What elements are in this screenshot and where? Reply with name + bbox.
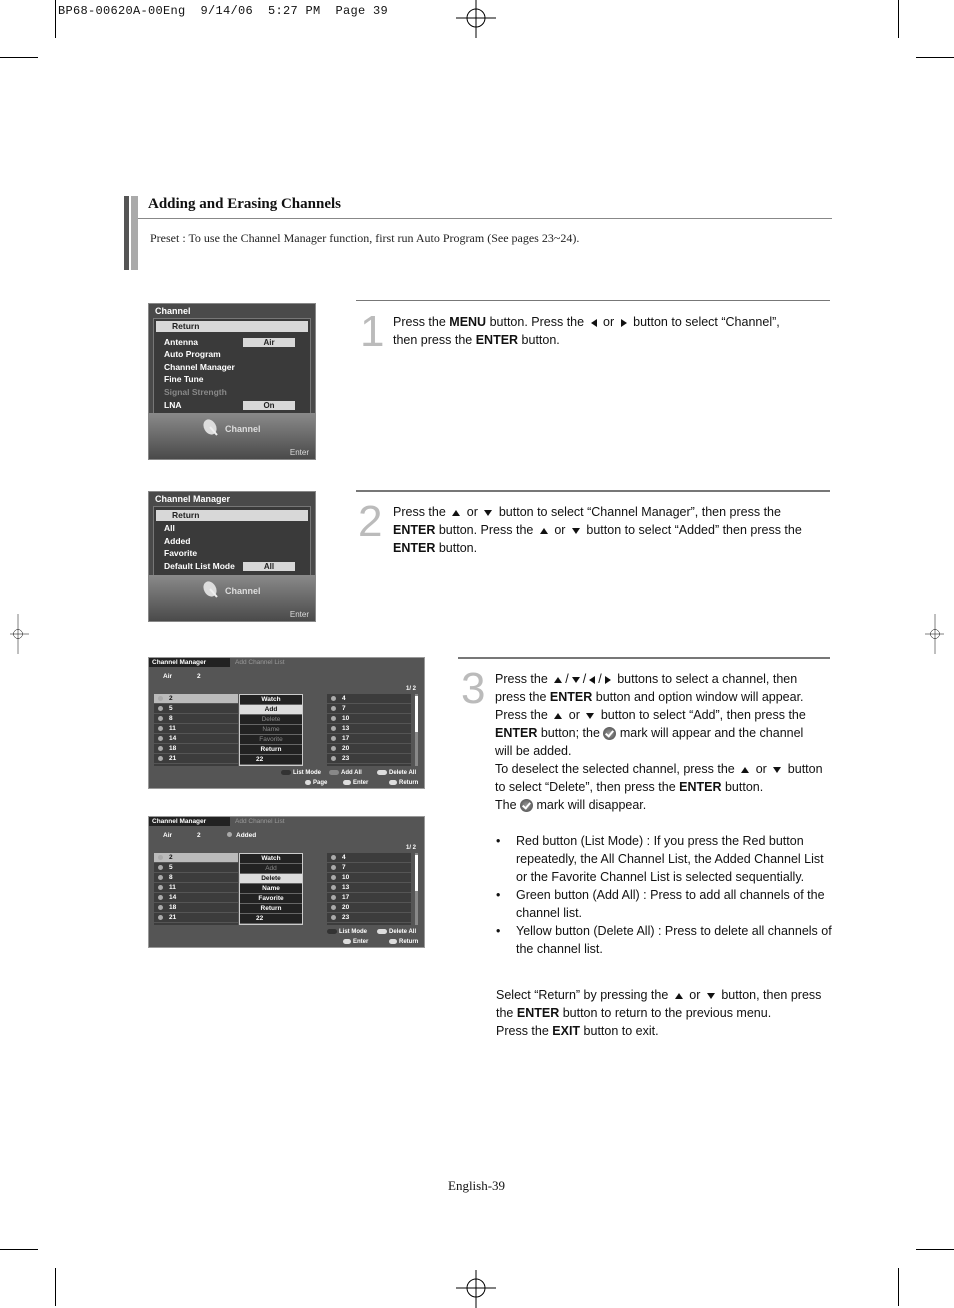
page-indicator: 1/ 2 [405, 845, 416, 851]
menu-item-lna[interactable]: LNA [164, 400, 182, 410]
menu-header: Channel Manager [155, 494, 231, 504]
channel-cell[interactable]: 20 [327, 903, 411, 913]
channel-manager-menu-screen [148, 491, 316, 622]
page-number: English-39 [448, 1178, 506, 1193]
option-favorite[interactable]: Favorite [240, 894, 302, 904]
down-arrow-icon [707, 993, 715, 999]
registration-mark-icon [0, 614, 40, 654]
option-watch[interactable]: Watch [240, 854, 302, 864]
channel-cell[interactable]: 10 [327, 714, 411, 724]
antenna-label: Air [163, 673, 173, 680]
channel-column-right [327, 694, 411, 766]
channel-cell[interactable]: 5 [154, 704, 238, 714]
add-channel-list-screen-delete [148, 816, 425, 948]
option-add[interactable]: Add [240, 705, 302, 715]
up-arrow-icon [741, 767, 749, 773]
step-number: 3 [461, 664, 486, 713]
menu-panel [153, 506, 311, 576]
channel-cell[interactable]: 18 [154, 744, 238, 754]
registration-mark-icon [456, 0, 496, 40]
channel-cell[interactable]: 13 [327, 724, 411, 734]
down-arrow-icon [773, 767, 781, 773]
current-channel: 2 [197, 832, 201, 839]
crop-mark [898, 0, 899, 38]
channel-cell[interactable]: 11 [154, 883, 238, 893]
enter-hint: Enter [289, 448, 309, 457]
default-list-mode-value: All [243, 562, 295, 571]
up-arrow-icon [540, 528, 548, 534]
channel-cell[interactable]: 21 [154, 754, 238, 764]
step-1-text: Press the MENU button. Press the or button to select “Channel”, then press the ENTER button. [393, 315, 780, 347]
page-indicator: 1/ 2 [405, 686, 416, 692]
satellite-dish-icon [201, 579, 221, 599]
crop-mark [55, 1268, 56, 1306]
crop-mark [916, 1249, 954, 1250]
menu-header: Channel [155, 306, 191, 316]
left-arrow-icon [589, 676, 595, 684]
step-rule [458, 657, 830, 659]
menu-item-auto-program[interactable]: Auto Program [164, 349, 221, 359]
return-button[interactable]: Return [389, 939, 418, 945]
step-rule [356, 300, 830, 301]
option-name[interactable]: Name [240, 725, 302, 735]
antenna-value: Air [243, 338, 295, 347]
channel-cell[interactable]: 11 [154, 724, 238, 734]
menu-item-return[interactable]: Return [156, 510, 308, 521]
registration-mark-icon [914, 614, 954, 654]
menu-item-fine-tune[interactable]: Fine Tune [164, 374, 204, 384]
print-header: BP68-00620A-00Eng 9/14/06 5:27 PM Page 39 [58, 4, 389, 18]
list-mode-button[interactable]: List Mode [281, 770, 321, 776]
option-watch[interactable]: Watch [240, 695, 302, 705]
channel-cell[interactable]: 7 [327, 863, 411, 873]
channel-cell[interactable]: 23 [327, 913, 411, 923]
add-channel-list-screen-add [148, 657, 425, 789]
channel-cell[interactable]: 22 [240, 755, 302, 765]
channel-column-right [327, 853, 411, 925]
channel-column-left [154, 853, 238, 925]
menu-item-antenna[interactable]: Antenna [164, 337, 198, 347]
enter-button[interactable]: Enter [343, 780, 368, 786]
up-arrow-icon [554, 713, 562, 719]
channel-cell[interactable]: 8 [154, 714, 238, 724]
option-name[interactable]: Name [240, 884, 302, 894]
channel-cell[interactable]: 18 [154, 903, 238, 913]
channel-cell[interactable]: 17 [327, 893, 411, 903]
section-rule [138, 218, 832, 219]
crop-mark [55, 0, 56, 38]
menu-item-return[interactable]: Return [156, 321, 308, 332]
channel-cell[interactable]: 2 [154, 853, 238, 863]
right-arrow-icon [621, 319, 627, 327]
channel-cell[interactable]: 20 [327, 744, 411, 754]
antenna-label: Air [163, 832, 173, 839]
list-item: • Yellow button (Delete All) : Press to delete all channels of the channel list. [496, 924, 832, 956]
channel-cell[interactable]: 21 [154, 913, 238, 923]
footer-channel-label: Channel [225, 424, 261, 434]
option-add[interactable]: Add [240, 864, 302, 874]
channel-cell[interactable]: 4 [327, 694, 411, 704]
menu-footer [149, 413, 315, 459]
tab-add-channel-list: Add Channel List [235, 659, 285, 666]
footer-channel-label: Channel [225, 586, 261, 596]
up-arrow-icon [675, 993, 683, 999]
right-arrow-icon [605, 676, 611, 684]
option-popup [239, 853, 303, 925]
current-channel: 2 [197, 673, 201, 680]
menu-footer [149, 575, 315, 621]
menu-item-channel-manager[interactable]: Channel Manager [164, 362, 235, 372]
button-bullet-list [496, 832, 836, 958]
lna-value: On [243, 401, 295, 410]
menu-item-signal-strength: Signal Strength [164, 387, 227, 397]
delete-all-button[interactable]: Delete All [377, 770, 416, 776]
channel-cell[interactable]: 13 [327, 883, 411, 893]
option-favorite[interactable]: Favorite [240, 735, 302, 745]
menu-panel [153, 318, 311, 416]
return-button[interactable]: Return [389, 780, 418, 786]
add-all-button[interactable]: Add All [329, 770, 362, 776]
list-item: • Red button (List Mode) : If you press the Red button repeatedly, the All Channel List, the Added Channel List or the Favorite Channel List is selected sequentially. [496, 834, 824, 884]
scrollbar[interactable] [415, 853, 418, 925]
down-arrow-icon [572, 528, 580, 534]
menu-item-added[interactable]: Added [164, 536, 191, 546]
option-return[interactable]: Return [240, 904, 302, 914]
menu-item-default-list-mode[interactable]: Default List Mode [164, 561, 235, 571]
step-number: 2 [358, 497, 383, 546]
section-bar [131, 196, 138, 270]
channel-menu-screen [148, 303, 316, 460]
channel-cell[interactable]: 8 [154, 873, 238, 883]
channel-cell[interactable]: 5 [154, 863, 238, 873]
down-arrow-icon [484, 510, 492, 516]
scrollbar[interactable] [415, 694, 418, 766]
down-arrow-icon [572, 677, 580, 683]
enter-button[interactable]: Enter [343, 939, 368, 945]
channel-cell[interactable]: 10 [327, 873, 411, 883]
crop-mark [0, 1249, 38, 1250]
section-title: Adding and Erasing Channels [148, 196, 341, 212]
section-bar [124, 196, 129, 270]
up-arrow-icon [452, 510, 460, 516]
crop-mark [0, 57, 38, 58]
left-arrow-icon [591, 319, 597, 327]
check-mark-icon [520, 799, 533, 812]
menu-item-all[interactable]: All [164, 523, 175, 533]
delete-all-button[interactable]: Delete All [377, 929, 416, 935]
option-delete[interactable]: Delete [240, 874, 302, 884]
added-label: Added [227, 832, 256, 839]
channel-cell[interactable]: 14 [154, 893, 238, 903]
channel-cell[interactable]: 23 [327, 754, 411, 764]
option-delete[interactable]: Delete [240, 715, 302, 725]
check-mark-icon [603, 727, 616, 740]
step-3-text: Press the / / / buttons to select a channel, then press the ENTER button and option window will appear. Press the or button to select “Add”, then press the ENTER button; the mark will appear and the channel will be added. To deselect the selected channel, press the or button to select “Delete”, then press the ENTER button. The mark will disappear. [495, 672, 823, 812]
tab-channel-manager: Channel Manager [149, 658, 230, 667]
channel-cell[interactable]: 7 [327, 704, 411, 714]
crop-mark [898, 1268, 899, 1306]
page-button[interactable]: Page [305, 780, 327, 786]
channel-cell[interactable]: 17 [327, 734, 411, 744]
satellite-dish-icon [201, 417, 221, 437]
option-popup [239, 694, 303, 766]
enter-hint: Enter [289, 610, 309, 619]
tab-channel-manager: Channel Manager [149, 817, 230, 826]
preset-note: Preset : To use the Channel Manager function, first run Auto Program (See pages 23~24). [150, 231, 580, 245]
down-arrow-icon [586, 713, 594, 719]
crop-mark [916, 57, 954, 58]
channel-column-left [154, 694, 238, 766]
tab-add-channel-list: Add Channel List [235, 818, 285, 825]
step-rule [356, 490, 830, 492]
step-2-text: Press the or button to select “Channel Manager”, then press the ENTER button. Press the or button to select “Added” then press the ENTER button. [393, 505, 802, 555]
channel-cell[interactable]: 22 [240, 914, 302, 924]
option-return[interactable]: Return [240, 745, 302, 755]
list-item: • Green button (Add All) : Press to add all channels of the channel list. [496, 888, 825, 920]
channel-cell[interactable]: 14 [154, 734, 238, 744]
closing-instructions: Select “Return” by pressing the or button, then press the ENTER button to return to the previous menu. Press the EXIT button to exit. [496, 988, 822, 1038]
menu-item-favorite[interactable]: Favorite [164, 548, 198, 558]
registration-mark-icon [456, 1268, 496, 1308]
channel-cell[interactable]: 2 [154, 694, 238, 704]
step-number: 1 [360, 307, 385, 356]
up-arrow-icon [554, 677, 562, 683]
channel-cell[interactable]: 4 [327, 853, 411, 863]
list-mode-button[interactable]: List Mode [327, 929, 367, 935]
